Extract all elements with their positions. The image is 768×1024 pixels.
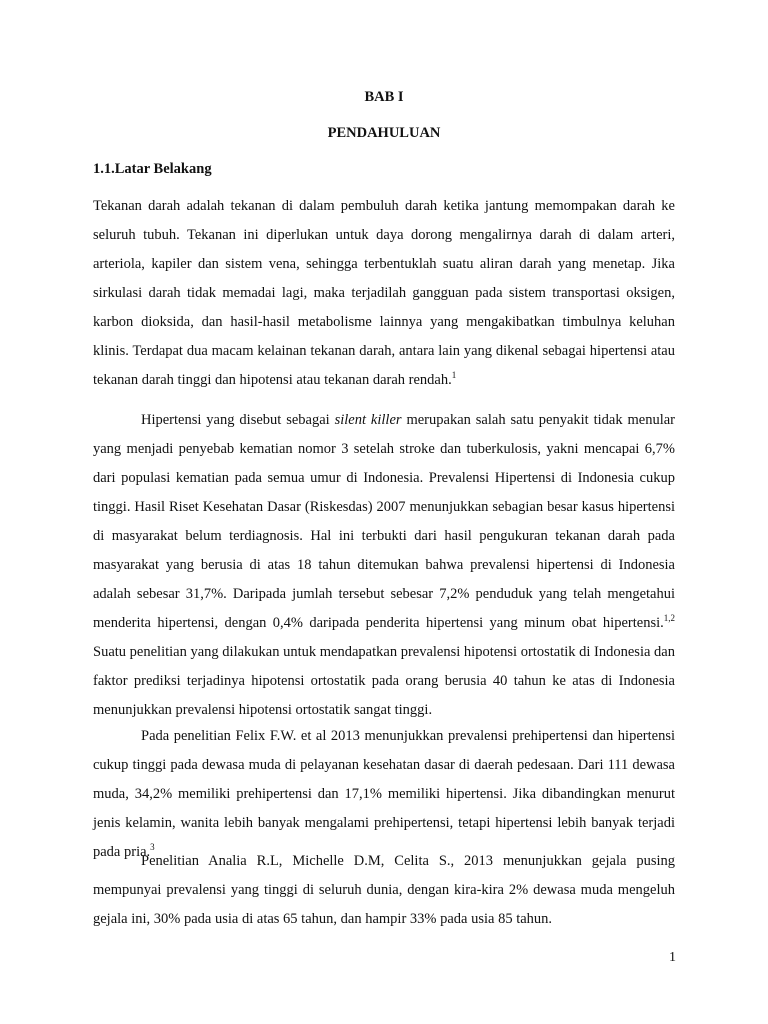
paragraph-3-text: Pada penelitian Felix F.W. et al 2013 menunjukkan prevalensi prehipertensi dan hipertensi cukup tinggi pada dewasa muda di pelayanan kesehatan dasar di daerah pedesaan. Dari 111 dewasa muda, 34,2% memiliki prehipertensi dan 17,1% memiliki hipertensi. Jika dibandingkan menurut jenis kelamin, wanita lebih banyak mengalami prehipertensi, tetapi hipertensi lebih banyak terjadi pada pria. (93, 728, 675, 860)
page-number: 1 (669, 950, 676, 965)
paragraph-4-text: Penelitian Analia R.L, Michelle D.M, Celita S., 2013 menunjukkan gejala pusing mempunyai prevalensi yang tinggi di seluruh dunia, dengan kira-kira 2% dewasa muda mengeluh gejala ini, 30% pada usia di atas 65 tahun, dan hampir 33% pada usia 85 tahun. (93, 853, 675, 927)
section-heading: 1.1.Latar Belakang (93, 161, 212, 177)
citation-1-2: 1,2 (663, 613, 675, 623)
paragraph-4 (93, 847, 675, 934)
paragraph-2-text-c: Suatu penelitian yang dilakukan untuk mendapatkan prevalensi hipotensi ortostatik di Indonesia dan faktor prediksi terjadinya hipotensi ortostatik pada orang berusia 40 tahun ke atas di Indonesia menunjukkan prevalensi hipotensi ortostatik sangat tinggi. (93, 644, 675, 718)
chapter-label: BAB I (364, 89, 404, 105)
chapter-title: PENDAHULUAN (327, 125, 441, 141)
paragraph-2-italic-term: silent killer (334, 412, 402, 428)
paragraph-1 (93, 192, 675, 395)
paragraph-2-text-b: merupakan salah satu penyakit tidak menular yang menjadi penyebab kematian nomor 3 setelah stroke dan tuberkulosis, yakni mencapai 6,7% dari populasi kematian pada semua umur di Indonesia. Prevalensi Hipertensi di Indonesia cukup tinggi. Hasil Riset Kesehatan Dasar (Riskesdas) 2007 menunjukkan sebagian besar kasus hipertensi di masyarakat belum terdiagnosis. Hal ini terbukti dari hasil pengukuran tekanan darah pada masyarakat yang berusia di atas 18 tahun ditemukan bahwa prevalensi hipertensi di Indonesia adalah sebesar 31,7%. Daripada jumlah tersebut sebesar 7,2% penduduk yang telah mengetahui menderita hipertensi, dengan 0,4% daripada penderita hipertensi yang minum obat hipertensi. (93, 412, 676, 631)
citation-3: 3 (150, 842, 155, 852)
paragraph-1-text: Tekanan darah adalah tekanan di dalam pembuluh darah ketika jantung memompakan darah ke seluruh tubuh. Tekanan ini diperlukan untuk daya dorong mengalirnya darah di dalam arteri, arteriola, kapiler dan sistem vena, sehingga terbentuklah suatu aliran darah yang menetap. Jika sirkulasi darah tidak memadai lagi, maka terjadilah gangguan pada sistem transportasi oksigen, karbon dioksida, dan hasil-hasil metabolisme lainnya yang mengakibatkan timbulnya keluhan klinis. Terdapat dua macam kelainan tekanan darah, antara lain yang dikenal sebagai hipertensi atau tekanan darah tinggi dan hipotensi atau tekanan darah rendah. (93, 198, 675, 388)
paragraph-3 (93, 722, 675, 867)
citation-1: 1 (451, 370, 457, 380)
paragraph-2 (93, 406, 675, 725)
paragraph-2-text-a: Hipertensi yang disebut sebagai (141, 412, 335, 428)
